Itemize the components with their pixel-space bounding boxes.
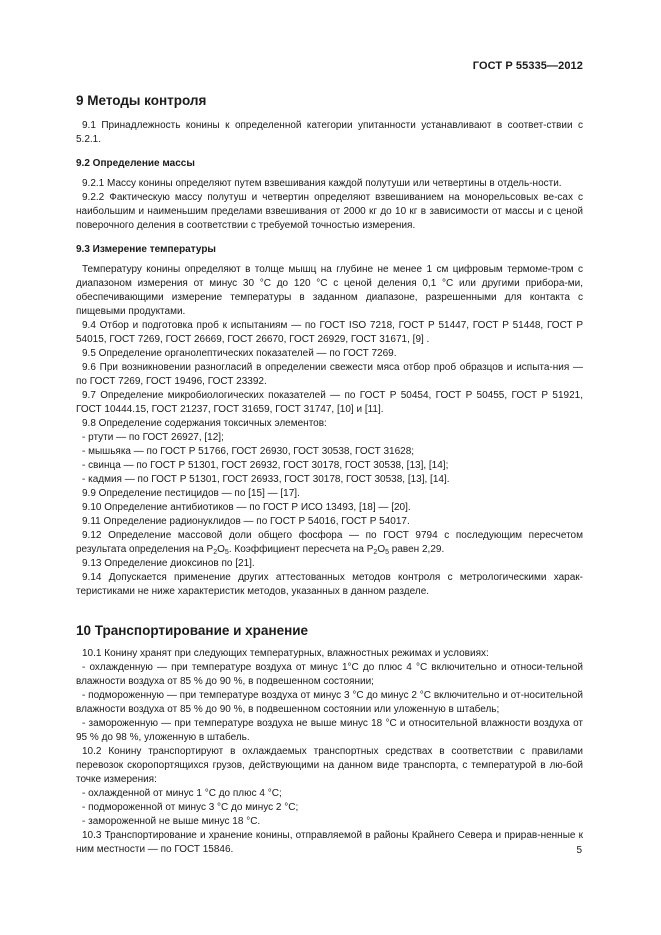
list-item: - охлажденной от минус 1 °С до плюс 4 °С; xyxy=(82,788,282,799)
para-9-1: 9.1 Принадлежность конины к определенной категории упитанности устанавливают в соответ-ствии с 5.2.1. xyxy=(76,120,583,145)
list-item: - свинца — по ГОСТ Р 51301, ГОСТ 26932, ГОСТ 30178, ГОСТ 30538, [13], [14]; xyxy=(82,460,449,471)
para-9-2-1: 9.2.1 Массу конины определяют путем взвешивания каждой полутуши или четвертины в отдель-ности. xyxy=(82,178,562,189)
para-10-2: 10.2 Конину транспортируют в охлаждаемых транспортных средствах в соответствии с правилами перевозок скоропортящихся грузов, действующими на данном виде транспорта, с температурой в лю-бой точке измерения: xyxy=(76,746,583,785)
list-item: - замороженной не выше минус 18 °С. xyxy=(82,816,261,827)
subsection-9-3-title: 9.3 Измерение температуры xyxy=(76,244,216,255)
document-id: ГОСТ Р 55335—2012 xyxy=(472,60,583,72)
para-9-9: 9.9 Определение пестицидов — по [15] — [17]. xyxy=(82,488,300,499)
list-item: - подмороженную — при температуре воздуха от минус 3 °С до минус 2 °С включительно и от-носительной влажности воздуха от 85 % до 90 %, в подвешенном состоянии или уложенную в штабель; xyxy=(76,690,583,715)
para-9-3: Температуру конины определяют в толще мышц на глубине не менее 1 см цифровым термоме-тром с диапазоном измерения от минус 30 °С до 120 °С с ценой деления 0,1 °С или другими прибора-ми, обеспечивающими измерение температуры в заданном диапазоне, разрешенными для контакта с пищевыми продуктами. xyxy=(76,264,583,317)
para-9-10: 9.10 Определение антибиотиков — по ГОСТ Р ИСО 13493, [18] — [20]. xyxy=(82,502,411,513)
para-9-11: 9.11 Определение радионуклидов — по ГОСТ Р 54016, ГОСТ Р 54017. xyxy=(82,516,410,527)
para-9-2-2: 9.2.2 Фактическую массу полутуш и четвертин определяют взвешиванием на монорельсовых ве-сах с наибольшим и наименьшим пределами взвешивания от 2000 кг до 10 кг в зависимости от массы и с ценой поверочного деления в соответствии с требуемой точностью измерения. xyxy=(76,192,583,231)
list-item: - кадмия — по ГОСТ Р 51301, ГОСТ 26933, ГОСТ 30178, ГОСТ 30538, [13], [14]. xyxy=(82,474,450,485)
para-9-4: 9.4 Отбор и подготовка проб к испытаниям — по ГОСТ ISO 7218, ГОСТ Р 51447, ГОСТ Р 51448, ГОСТ Р 54015, ГОСТ 7269, ГОСТ 26669, ГОСТ 26670, ГОСТ 26929, ГОСТ 31671, [9] . xyxy=(76,320,583,345)
section-10-title: 10 Транспортирование и хранение xyxy=(76,623,309,638)
subsection-9-2-title: 9.2 Определение массы xyxy=(76,158,195,169)
para-10-3: 10.3 Транспортирование и хранение конины, отправляемой в районы Крайнего Севера и прирав-ненные к ним местности — по ГОСТ 15846. xyxy=(76,830,583,855)
para-9-5: 9.5 Определение органолептических показателей — по ГОСТ 7269. xyxy=(82,348,397,359)
para-9-14: 9.14 Допускается применение других аттестованных методов контроля с метрологическими харак-теристиками не ниже характеристик методов, указанных в данном разделе. xyxy=(76,572,583,597)
para-9-12: 9.12 Определение массовой доли общего фосфора — по ГОСТ 9794 с последующим пересчетом результата определения на $P_2O_5$. Коэффициент пересчета на $P_2O_5$ равен 2,29. xyxy=(76,530,583,556)
list-item: - замороженную — при температуре воздуха не выше минус 18 °С и относительной влажности воздуха от 95 % до 98 %, уложенную в штабель. xyxy=(76,718,583,743)
list-item: - ртути — по ГОСТ 26927, [12]; xyxy=(82,432,224,443)
para-9-6: 9.6 При возникновении разногласий в определении свежести мяса отбор проб образцов и испыта-ния — по ГОСТ 7269, ГОСТ 19496, ГОСТ 23392. xyxy=(76,362,583,387)
section-9-title: 9 Методы контроля xyxy=(76,93,207,108)
page-content xyxy=(76,92,583,857)
para-9-8: 9.8 Определение содержания токсичных элементов: xyxy=(82,418,327,429)
list-item: - подмороженной от минус 3 °С до минус 2 °С; xyxy=(82,802,299,813)
para-9-13: 9.13 Определение диоксинов по [21]. xyxy=(82,558,255,569)
para-10-1: 10.1 Конину хранят при следующих температурных, влажностных режимах и условиях: xyxy=(82,648,489,659)
list-item: - мышьяка — по ГОСТ Р 51766, ГОСТ 26930, ГОСТ 30538, ГОСТ 31628; xyxy=(82,446,415,457)
page-number: 5 xyxy=(576,845,582,856)
list-item: - охлажденную — при температуре воздуха от минус 1°С до плюс 4 °С включительно и относи-тельной влажности воздуха от 85 % до 90 %, в подвешенном состоянии; xyxy=(76,662,583,687)
para-9-7: 9.7 Определение микробиологических показателей — по ГОСТ Р 50454, ГОСТ Р 50455, ГОСТ Р 51921, ГОСТ 10444.15, ГОСТ 21237, ГОСТ 31659, ГОСТ 31747, [10] и [11]. xyxy=(76,390,583,415)
